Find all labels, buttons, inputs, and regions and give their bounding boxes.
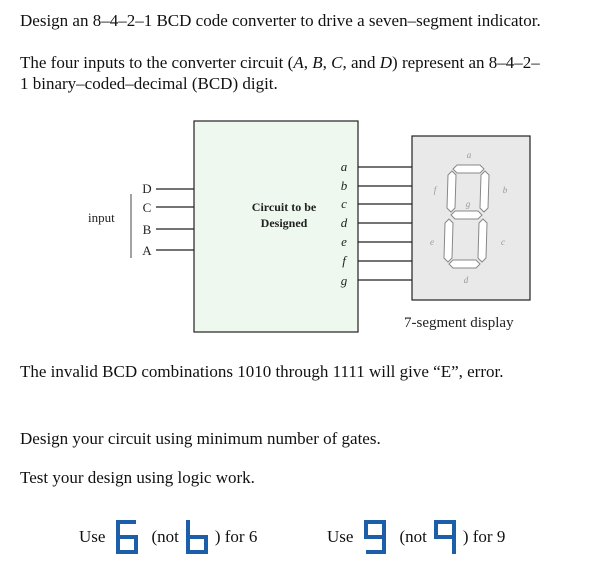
for-label: ) for 9 — [462, 527, 506, 546]
box-label-line2: Designed — [260, 216, 308, 230]
heading: Design an 8–4–2–1 BCD code converter to drive a seven–segment indicator. — [20, 11, 541, 30]
box-label-line1: Circuit to be — [251, 200, 317, 214]
segment-c-label: c — [501, 237, 505, 247]
output-a-label: a — [340, 159, 348, 174]
instruction-min-gates: Design your circuit using minimum number of gates. — [20, 429, 381, 448]
output-c-label: c — [341, 196, 347, 211]
segment-e-label: e — [430, 237, 434, 247]
var-d: D — [379, 53, 393, 72]
segment-d-label: d — [463, 275, 469, 285]
input-b-label: B — [142, 222, 152, 237]
input-label: input — [88, 210, 115, 225]
segment-e — [444, 219, 453, 262]
var-b: B — [312, 53, 323, 72]
use-label: Use — [79, 527, 106, 546]
not-label: (not — [399, 527, 427, 546]
digit-nine-without-bottom-icon — [430, 517, 460, 557]
para1-post: ) represent an 8–4–2– — [392, 53, 540, 72]
use-label: Use — [327, 527, 354, 546]
digit-nine-with-bottom-icon — [359, 517, 393, 557]
var-a: A — [293, 53, 304, 72]
sep: , — [303, 53, 313, 72]
sep: , — [322, 53, 332, 72]
digit-six-without-top-icon — [182, 517, 212, 557]
instruction-logic-work: Test your design using logic work. — [20, 468, 255, 487]
output-e-label: e — [341, 234, 347, 249]
para1-pre: The four inputs to the converter circuit ( — [20, 53, 294, 72]
display-caption: 7-segment display — [404, 315, 514, 331]
digit-six-with-top-icon — [111, 517, 145, 557]
usage-nine — [327, 517, 505, 557]
paragraph-inputs-line2: 1 binary–coded–decimal (BCD) digit. — [20, 74, 278, 93]
segment-f — [447, 171, 456, 212]
segment-f-label: f — [433, 185, 437, 195]
usage-six — [79, 517, 257, 557]
output-f-label: f — [342, 253, 346, 268]
output-b-label: b — [340, 178, 348, 193]
segment-b-label: b — [502, 185, 508, 195]
for-label: ) for 6 — [214, 527, 258, 546]
segment-a-label: a — [466, 150, 472, 160]
sep: , and — [342, 53, 380, 72]
var-c: C — [331, 53, 343, 72]
segment-b — [480, 171, 489, 212]
segment-c — [478, 219, 487, 262]
segment-a — [453, 165, 484, 173]
input-c-label: C — [142, 200, 152, 215]
segment-g — [451, 211, 482, 219]
segment-g-label: g — [465, 199, 471, 209]
output-lines — [358, 167, 412, 280]
segment-d — [449, 260, 480, 268]
input-lines — [156, 189, 194, 250]
invalid-bcd-note: The invalid BCD combinations 1010 through 1111 will give “E”, error. — [20, 362, 504, 381]
input-a-label: A — [142, 243, 152, 258]
input-d-label: D — [142, 181, 152, 196]
output-d-label: d — [340, 215, 348, 230]
output-g-label: g — [340, 273, 348, 288]
not-label: (not — [151, 527, 179, 546]
